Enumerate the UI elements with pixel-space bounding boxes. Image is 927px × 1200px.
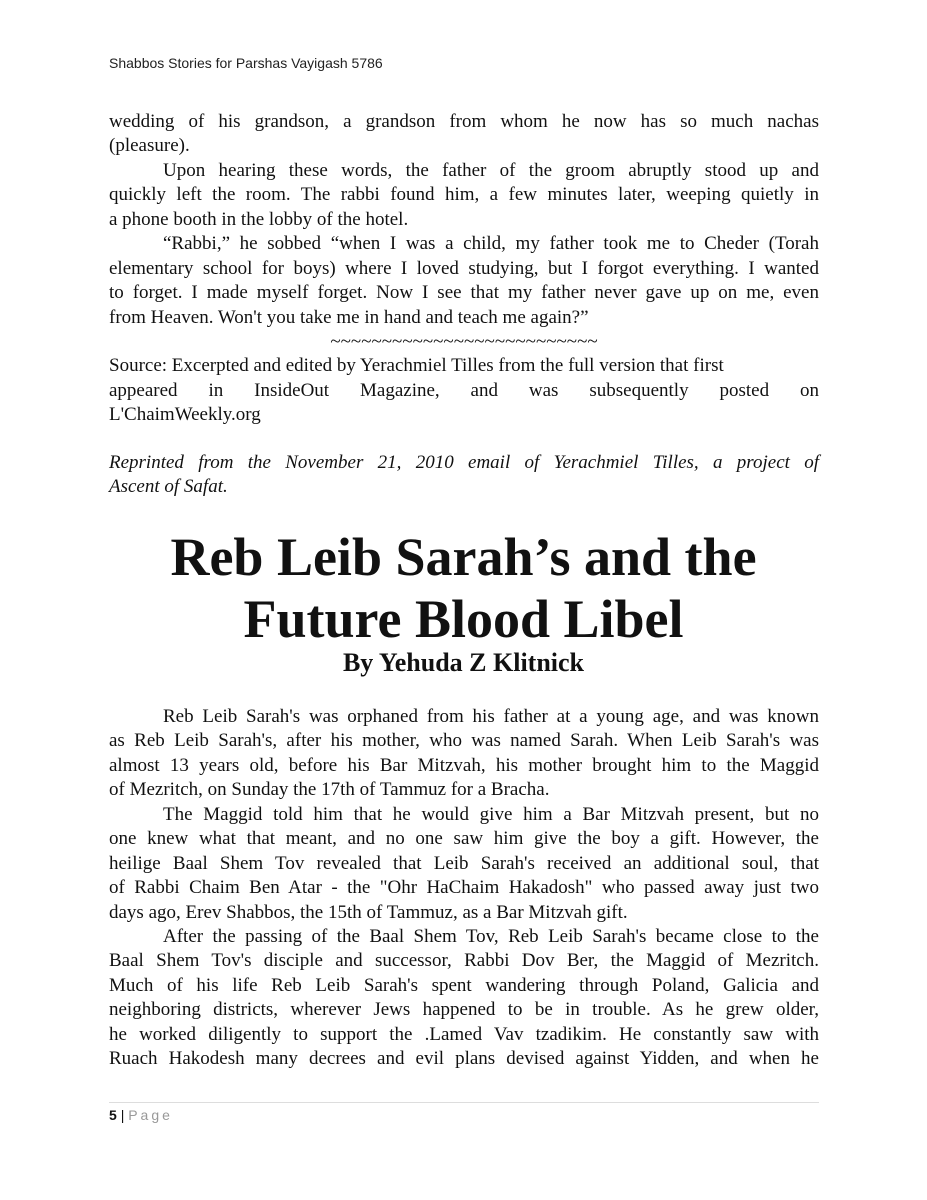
article-title <box>0 526 927 650</box>
text-line: Baal Shem Tov's disciple and successor, Rabbi Dov Ber, the Maggid of Mezritch. <box>109 950 819 972</box>
text-line: of Rabbi Chaim Ben Atar - the "Ohr HaChaim Hakadosh" who passed away just two <box>109 877 819 899</box>
text-line: (pleasure). <box>109 135 190 157</box>
running-header: Shabbos Stories for Parshas Vayigash 5786 <box>109 55 383 71</box>
text-line: neighboring districts, wherever Jews happened to be in trouble. As he grew older, <box>109 999 819 1021</box>
text-line: The Maggid told him that he would give him a Bar Mitzvah present, but no <box>163 803 819 825</box>
text-line: heilige Baal Shem Tov revealed that Leib Sarah's received an additional soul, that <box>109 852 819 874</box>
footer-divider <box>109 1102 819 1103</box>
text-line: Ruach Hakodesh many decrees and evil plans devised against Yidden, and when he <box>109 1048 819 1070</box>
text-line: from Heaven. Won't you take me in hand and teach me again?” <box>109 306 589 328</box>
article-title-line-1: Reb Leib Sarah’s and the <box>170 527 757 587</box>
text-line: a phone booth in the lobby of the hotel. <box>109 208 409 230</box>
article-byline: By Yehuda Z Klitnick <box>342 648 585 677</box>
text-line: he worked diligently to support the .Lamed Vav tzadikim. He constantly saw with <box>109 1023 819 1045</box>
text-line: one knew what that meant, and no one saw him give the boy a gift. However, the <box>109 828 819 850</box>
section-divider: ~~~~~~~~~~~~~~~~~~~~~~~~~~ <box>330 330 598 352</box>
text-line: days ago, Erev Shabbos, the 15th of Tammuz, as a Bar Mitzvah gift. <box>109 901 628 923</box>
reprint-note <box>109 451 819 500</box>
text-line: Source: Excerpted and edited by Yerachmiel Tilles from the full version that first <box>109 355 724 377</box>
text-line: After the passing of the Baal Shem Tov, Reb Leib Sarah's became close to the <box>163 925 819 947</box>
footer-separator: | <box>120 1107 125 1123</box>
text-line: Reprinted from the November 21, 2010 email of Yerachmiel Tilles, a project of <box>109 452 819 473</box>
text-line: appeared in InsideOut Magazine, and was subsequently posted on <box>109 379 819 401</box>
text-line: quickly left the room. The rabbi found him, a few minutes later, weeping quietly in <box>109 184 819 206</box>
page-number: 5 <box>109 1107 117 1123</box>
page-footer <box>109 1107 173 1123</box>
text-line: of Mezritch, on Sunday the 17th of Tammuz for a Bracha. <box>109 779 550 801</box>
text-line: wedding of his grandson, a grandson from whom he now has so much nachas <box>109 111 819 132</box>
text-line: “Rabbi,” he sobbed “when I was a child, my father took me to Cheder (Torah <box>163 233 819 255</box>
text-line: elementary school for boys) where I loved studying, but I forgot everything. I wanted <box>109 257 819 279</box>
text-line: to forget. I made myself forget. Now I see that my father never gave up on me, even <box>109 282 819 304</box>
text-line: L'ChaimWeekly.org <box>109 404 261 426</box>
text-line: Upon hearing these words, the father of the groom abruptly stood up and <box>163 159 819 181</box>
article-title-line-2: Future Blood Libel <box>243 589 684 649</box>
text-line: almost 13 years old, before his Bar Mitzvah, his mother brought him to the Maggid <box>109 754 819 776</box>
text-line: Ascent of Safat. <box>109 476 228 498</box>
text-line: Much of his life Reb Leib Sarah's spent wandering through Poland, Galicia and <box>109 974 819 996</box>
page-label: Page <box>128 1107 173 1123</box>
text-line: as Reb Leib Sarah's, after his mother, who was named Sarah. When Leib Sarah's was <box>109 730 819 752</box>
article-body <box>109 705 819 1072</box>
story-conclusion <box>109 110 819 428</box>
text-line: Reb Leib Sarah's was orphaned from his father at a young age, and was known <box>163 706 819 727</box>
